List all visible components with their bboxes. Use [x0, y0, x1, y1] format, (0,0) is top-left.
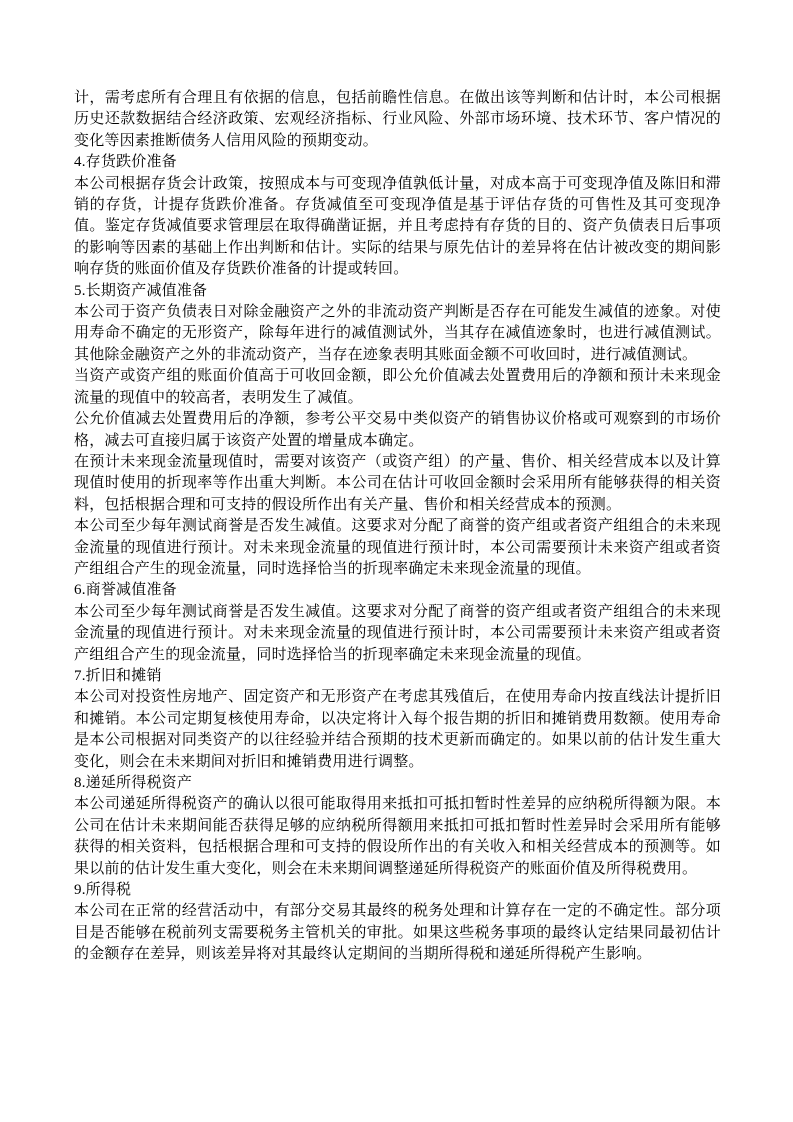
- paragraph: 在预计未来现金流量现值时，需要对该资产（或资产组）的产量、售价、相关经营成本以及计算现值时使用的折现率等作出重大判断。本公司在估计可收回金额时会采用所有能够获得的相关资料，包括根据合理和可支持的假设所作出有关产量、售价和相关经营成本的预测。: [74, 453, 721, 513]
- paragraph: 本公司根据存货会计政策，按照成本与可变现净值孰低计量，对成本高于可变现净值及陈旧和滞销的存货，计提存货跌价准备。存货减值至可变现净值是基于评估存货的可售性及其可变现净值。鉴定存货减值要求管理层在取得确凿证据，并且考虑持有存货的目的、资产负债表日后事项的影响等因素的基础上作出判断和估计。实际的结果与原先估计的差异将在估计被改变的期间影响存货的账面价值及存货跌价准备的计提或转回。: [74, 175, 721, 278]
- paragraph: 公允价值减去处置费用后的净额，参考公平交易中类似资产的销售协议价格或可观察到的市场价格，减去可直接归属于该资产处置的增量成本确定。: [74, 411, 721, 449]
- paragraph: 本公司至少每年测试商誉是否发生减值。这要求对分配了商誉的资产组或者资产组组合的未来现金流量的现值进行预计。对未来现金流量的现值进行预计时，本公司需要预计未来资产组或者资产组组合产生的现金流量，同时选择恰当的折现率确定未来现金流量的现值。: [74, 518, 721, 577]
- paragraph: 本公司在正常的经营活动中，有部分交易其最终的税务处理和计算存在一定的不确定性。部分项目是否能够在税前列支需要税务主管机关的审批。如果这些税务事项的最终认定结果同最初估计的金额存在差异，则该差异将对其最终认定期间的当期所得税和递延所得税产生影响。: [74, 903, 721, 963]
- section-heading: 6.商誉减值准备: [74, 582, 177, 599]
- section-heading: 8.递延所得税资产: [74, 775, 193, 791]
- paragraph: 本公司至少每年测试商誉是否发生减值。这要求对分配了商誉的资产组或者资产组组合的未来现金流量的现值进行预计。对未来现金流量的现值进行预计时，本公司需要预计未来资产组或者资产组组合产生的现金流量，同时选择恰当的折现率确定未来现金流量的现值。: [74, 603, 721, 663]
- paragraph: 本公司对投资性房地产、固定资产和无形资产在考虑其残值后，在使用寿命内按直线法计提折旧和摊销。本公司定期复核使用寿命，以决定将计入每个报告期的折旧和摊销费用数额。使用寿命是本公司根据对同类资产的以往经验并结合预期的技术更新而确定的。如果以前的估计发生重大变化，则会在未来期间对折旧和摊销费用进行调整。: [74, 689, 721, 770]
- paragraph: 本公司递延所得税资产的确认以很可能取得用来抵扣可抵扣暂时性差异的应纳税所得额为限。本公司在估计未来期间能否获得足够的应纳税所得额用来抵扣可抵扣暂时性差异时会采用所有能够获得的相关资料，包括根据合理和可支持的假设所作出的有关收入和相关经营成本的预测等。如果以前的估计发生重大变化，则会在未来期间调整递延所得税资产的账面价值及所得税费用。: [74, 796, 721, 877]
- section-heading: 4.存货跌价准备: [74, 154, 177, 171]
- paragraph: 本公司于资产负债表日对除金融资产之外的非流动资产判断是否存在可能发生减值的迹象。对使用寿命不确定的无形资产，除每年进行的减值测试外，当其存在减值迹象时，也进行减值测试。其他除金融资产之外的非流动资产，当存在迹象表明其账面金额不可收回时，进行减值测试。: [74, 304, 721, 363]
- document-content: [74, 88, 721, 966]
- section-heading: 7.折旧和摊销: [74, 667, 162, 684]
- paragraph: 当资产或资产组的账面价值高于可收回金额，即公允价值减去处置费用后的净额和预计未来现金流量的现值中的较高者，表明发生了减值。: [74, 368, 721, 406]
- section-heading: 9.所得税: [74, 882, 132, 899]
- section-heading: 5.长期资产减值准备: [74, 282, 208, 299]
- paragraph: 计，需考虑所有合理且有依据的信息，包括前瞻性信息。在做出该等判断和估计时，本公司根据历史还款数据结合经济政策、宏观经济指标、行业风险、外部市场环境、技术环节、客户情况的变化等因素推断债务人信用风险的预期变动。: [74, 90, 721, 149]
